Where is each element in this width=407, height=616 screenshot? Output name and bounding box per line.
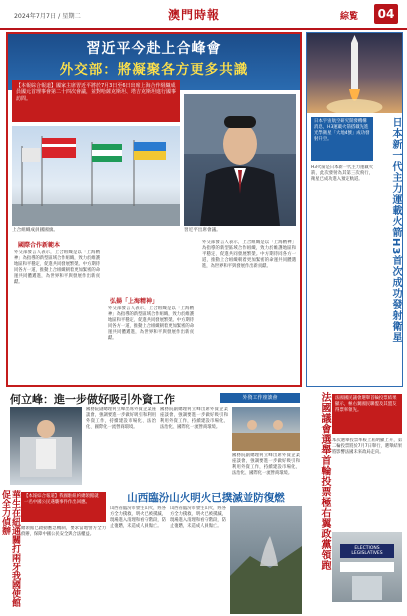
top-story-body-col2: 外交部發言人表示，上合組織是以「上海精神」為指導的新型區域合作組織，致力於維護地區和平穩定、促進共同發展繁榮。中方期待同各方一道，推動上合組織朝着更加緊密的命運共同體邁進，為世界和平與發展作出新貢獻。	[108, 306, 194, 341]
wildfire-photo	[230, 506, 302, 614]
top-story-body-col1: 外交部發言人表示，上合組織是以「上海精神」為指導的新型區域合作組織，致力於維護地區和平穩定、促進共同發展繁榮。中方期待同各方一道，推動上合組織朝着更加緊密的命運共同體邁進，為世界和平與發展作出新貢獻。	[14, 250, 100, 285]
foreign-investment-story	[6, 391, 302, 486]
wildfire-story	[110, 490, 302, 614]
factory-photo	[10, 407, 82, 485]
france-election-body: 本次選舉投票率較上屆明顯上升，第二輪投票將於7月7日舉行，選舉結果將影響法國未來政局走向。	[332, 438, 402, 455]
xi-photo	[184, 94, 296, 226]
france-election-lead: 法國國民議會選舉首輪投票結果顯示，極右翼國民聯盟及其盟友得票率領先。	[332, 394, 402, 434]
top-story-title: 習近平今赴上合峰會	[86, 41, 222, 57]
rocket-story	[306, 32, 403, 387]
foreign-investment-body-col2: 國務院副總理何立峰出席外資企業座談會，強調要進一步做好吸引和利用外資工作，持續建設市場化、法治化、國際化一流營商環境。	[160, 407, 228, 430]
rocket-story-body: H3火箭是日本新一代主力運載火箭，此次發射為其第三次飛行，衛星已成功進入預定軌道。	[311, 165, 373, 182]
rocket-story-title: 日本新一代主力運載火箭H3首次成功發射衛星	[390, 117, 401, 344]
rocket-story-lead: 日本宇宙航空研究開發機構消息，H3運載火箭搭載先進光學衛星「大地4號」成功發射升空。	[311, 117, 373, 161]
foreign-investment-title: 何立峰：進一步做好吸引外資工作	[10, 393, 175, 406]
consulate-story-title: 華生在紐通關打兩牙我國使館促全力偵辦	[0, 490, 20, 607]
flags-photo-caption: 上合組織成員國國旗。	[12, 228, 58, 233]
meeting-photo	[232, 407, 300, 451]
top-story-lead: 【本報綜合報道】國家主席習近平將於7月3日至6日出席上海合作組織成員國元首理事會第二十四次會議，並對哈薩克斯坦、塔吉克斯坦進行國事訪問。	[12, 80, 180, 122]
masthead-section: 綜覧	[340, 12, 359, 22]
rocket-photo	[307, 33, 402, 113]
masthead-date: 2024年7月7日 / 星期二	[14, 13, 81, 20]
flags-photo	[12, 126, 180, 226]
consulate-story	[0, 490, 106, 614]
foreign-investment-body-col1: 國務院副總理何立峰出席外資企業座談會，強調要進一步做好吸引和利用外資工作，持續建設市場化、法治化、國際化一流營商環境。	[86, 407, 156, 430]
election-photo-caption: ELECTIONS LEGISLATIVES	[351, 546, 383, 556]
top-story-subtitle: 外交部：將凝聚各方更多共識	[59, 62, 249, 78]
top-story-body-col3: 外交部發言人表示，上合組織是以「上海精神」為指導的新型區域合作組織，致力於維護地區和平穩定、促進共同發展繁榮。中方期待同各方一道，推動上合組織朝着更加緊密的命運共同體邁進，為世界和平與發展作出新貢獻。	[202, 240, 296, 269]
wildfire-story-title: 山西臨汾山火明火已撲滅並防復燃	[127, 492, 285, 504]
consulate-story-body: 總領館已啟動應急機制，要求當地警方全力偵辦，保障中國公民安全與合法權益。	[21, 526, 106, 537]
foreign-investment-badge: 外資工作座談會	[220, 393, 300, 403]
election-photo	[332, 532, 402, 602]
top-story-subhead-1: 國際合作新範本	[18, 242, 61, 249]
masthead-page-number: 04	[374, 4, 398, 24]
masthead-paper-name: 澳門時報	[168, 8, 221, 22]
top-story	[6, 32, 302, 387]
top-story-subhead-2: 弘揚「上海精神」	[110, 298, 159, 305]
france-election-title: 法國議會選舉首輪投票極右翼政黨領跑	[319, 392, 330, 571]
france-election-story	[306, 392, 403, 614]
wildfire-story-body-col1: 山西省臨汾市發生山火，經各方全力撲救，明火已被撲滅，現場進入清理和看守階段，防止復燃，未造成人員傷亡。	[110, 506, 166, 529]
foreign-investment-body-col3: 國務院副總理何立峰出席外資企業座談會，強調要進一步做好吸引和利用外資工作，持續建設市場化、法治化、國際化一流營商環境。	[232, 453, 300, 476]
consulate-story-lead: 【本報綜合報道】我國駐紐約總領館就一名中國公民遇襲事件作出回應。	[21, 492, 106, 522]
xi-photo-caption: 習近平出席會議。	[184, 228, 221, 233]
wildfire-story-body-col2: 山西省臨汾市發生山火，經各方全力撲救，明火已被撲滅，現場進入清理和看守階段，防止復燃，未造成人員傷亡。	[170, 506, 226, 529]
masthead	[0, 0, 407, 30]
